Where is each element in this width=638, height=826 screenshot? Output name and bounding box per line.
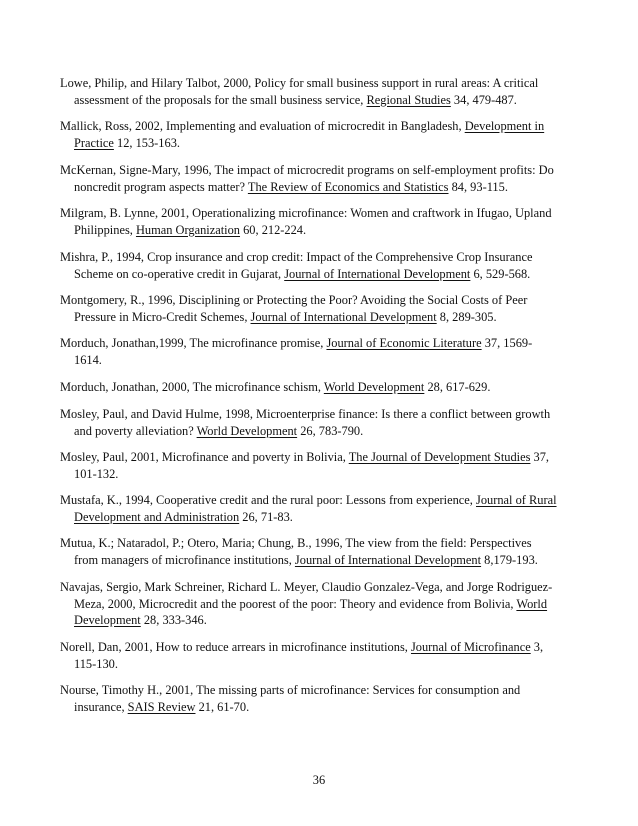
- reference-line: [60, 179, 538, 196]
- reference-text: 26, 71-83.: [239, 509, 293, 524]
- reference-line: [60, 656, 538, 673]
- reference-text: assessment of the proposals for the small business service,: [74, 92, 367, 107]
- reference-line: [60, 379, 538, 396]
- reference-line: [60, 535, 538, 552]
- journal-title: World Development: [323, 380, 425, 394]
- journal-title: Practice: [74, 135, 114, 150]
- reference-text: Montgomery, R., 1996, Disciplining or Protecting the Poor? Avoiding the Social Costs of Peer: [60, 293, 528, 307]
- reference-text: 37, 1569-: [481, 336, 533, 350]
- journal-title: Journal of International Development: [294, 552, 482, 567]
- reference-entry: [60, 449, 550, 482]
- reference-text: Lowe, Philip, and Hilary Talbot, 2000, Policy for small business support in rural areas: A critical: [60, 76, 539, 90]
- reference-text: 37,: [530, 450, 550, 464]
- reference-line: [60, 292, 538, 309]
- reference-text: 84, 93-115.: [448, 179, 508, 194]
- journal-title: The Journal of Development Studies: [348, 450, 531, 464]
- page-number: 36: [312, 773, 326, 787]
- reference-line: [60, 699, 538, 716]
- journal-title: Journal of Microfinance: [410, 640, 531, 654]
- reference-line: [60, 509, 538, 526]
- reference-text: 8, 289-305.: [436, 309, 497, 324]
- reference-text: Scheme on co-operative credit in Gujarat,: [74, 266, 285, 281]
- journal-title: Journal of Rural: [476, 493, 557, 507]
- reference-text: Mosley, Paul, and David Hulme, 1998, Microenterprise finance: Is there a conflict between growth: [60, 407, 551, 421]
- reference-entry: [60, 639, 544, 672]
- reference-text: from managers of microfinance institutions,: [74, 552, 295, 567]
- journal-title: Journal of Economic Literature: [326, 336, 482, 350]
- reference-text: Mutua, K.; Nataradol, P.; Otero, Maria; Chung, B., 1996, The view from the field: Perspectives: [60, 536, 532, 550]
- journal-title: Regional Studies: [366, 92, 451, 107]
- reference-text: 101-132.: [74, 466, 119, 481]
- reference-text: Mosley, Paul, 2001, Microfinance and poverty in Bolivia,: [60, 450, 349, 464]
- reference-line: [60, 162, 554, 179]
- journal-title: Development: [74, 613, 141, 627]
- reference-text: noncredit program aspects matter?: [74, 179, 248, 194]
- reference-text: 60, 212-224.: [240, 222, 307, 237]
- reference-line: [60, 596, 548, 613]
- reference-line: [60, 249, 538, 266]
- reference-entry: [60, 492, 557, 525]
- reference-line: [60, 449, 550, 466]
- journal-title: The Review of Economics and Statistics: [247, 179, 449, 194]
- reference-line: [60, 135, 538, 152]
- journal-title: World: [516, 596, 548, 611]
- reference-line: [60, 552, 538, 569]
- reference-text: 1614.: [74, 352, 102, 367]
- reference-text: Mustafa, K., 1994, Cooperative credit and the rural poor: Lessons from experience,: [60, 493, 476, 507]
- reference-text: 3,: [530, 640, 544, 654]
- reference-line: [60, 92, 538, 109]
- reference-entry: [60, 535, 538, 568]
- reference-text: 115-130.: [74, 656, 118, 671]
- reference-text: 28, 333-346.: [140, 613, 207, 627]
- reference-entry: [60, 292, 538, 325]
- journal-title: Development in: [464, 119, 545, 133]
- reference-text: and poverty alleviation?: [74, 423, 197, 438]
- journal-title: Journal of International Development: [250, 309, 437, 324]
- reference-line: [60, 222, 538, 239]
- reference-text: Norell, Dan, 2001, How to reduce arrears in microfinance institutions,: [60, 640, 411, 654]
- reference-line: [60, 612, 538, 629]
- reference-entry: [60, 406, 551, 439]
- reference-text: Nourse, Timothy H., 2001, The missing parts of microfinance: Services for consumption and: [60, 683, 521, 697]
- reference-line: [60, 406, 551, 423]
- reference-line: [60, 118, 545, 135]
- reference-text: Pressure in Micro-Credit Schemes,: [74, 309, 251, 324]
- reference-entry: [60, 75, 538, 108]
- reference-text: 26, 783-790.: [297, 423, 364, 438]
- journal-title: Human Organization: [135, 222, 241, 237]
- reference-entry: [60, 205, 552, 238]
- reference-text: 12, 153-163.: [113, 135, 180, 150]
- reference-entry: [60, 682, 538, 715]
- reference-entry: [60, 118, 545, 151]
- reference-line: [60, 579, 553, 596]
- reference-text: insurance,: [74, 699, 128, 714]
- reference-line: [60, 352, 538, 369]
- reference-entry: [60, 379, 538, 396]
- reference-text: Philippines,: [74, 222, 136, 237]
- reference-line: [60, 266, 538, 283]
- reference-line: [60, 682, 538, 699]
- reference-text: Morduch, Jonathan, 2000, The microfinance schism,: [60, 380, 324, 394]
- reference-text: 8,179-193.: [481, 552, 538, 567]
- reference-line: [60, 309, 538, 326]
- reference-text: Milgram, B. Lynne, 2001, Operationalizing microfinance: Women and craftwork in Ifugao, Upland: [60, 206, 552, 220]
- reference-line: [60, 75, 538, 92]
- reference-line: [60, 335, 538, 352]
- journal-title: World Development: [196, 423, 298, 438]
- reference-entry: [60, 162, 554, 195]
- reference-line: [60, 492, 557, 509]
- reference-text: 28, 617-629.: [424, 380, 491, 394]
- reference-text: 6, 529-568.: [470, 266, 531, 281]
- reference-line: [60, 205, 552, 222]
- reference-text: Morduch, Jonathan,1999, The microfinance promise,: [60, 336, 327, 350]
- reference-text: Mishra, P., 1994, Crop insurance and crop credit: Impact of the Comprehensive Crop Insurance: [60, 250, 533, 264]
- journal-title: SAIS Review: [127, 699, 196, 714]
- reference-entry: [60, 579, 553, 629]
- reference-line: [60, 423, 538, 440]
- reference-entry: [60, 335, 538, 368]
- reference-text: Meza, 2000, Microcredit and the poorest of the poor: Theory and evidence from Bolivia,: [74, 596, 517, 611]
- reference-text: McKernan, Signe-Mary, 1996, The impact of microcredit programs on self-employment profits: Do: [60, 163, 554, 177]
- reference-entry: [60, 249, 538, 282]
- reference-text: Mallick, Ross, 2002, Implementing and evaluation of microcredit in Bangladesh,: [60, 119, 465, 133]
- reference-text: Navajas, Sergio, Mark Schreiner, Richard L. Meyer, Claudio Gonzalez-Vega, and Jorge Rodriguez-: [60, 580, 553, 594]
- reference-line: [60, 639, 544, 656]
- journal-title: Development and Administration: [74, 509, 240, 524]
- reference-line: [60, 466, 538, 483]
- reference-text: 34, 479-487.: [450, 92, 517, 107]
- reference-text: 21, 61-70.: [195, 699, 250, 714]
- journal-title: Journal of International Development: [284, 266, 471, 281]
